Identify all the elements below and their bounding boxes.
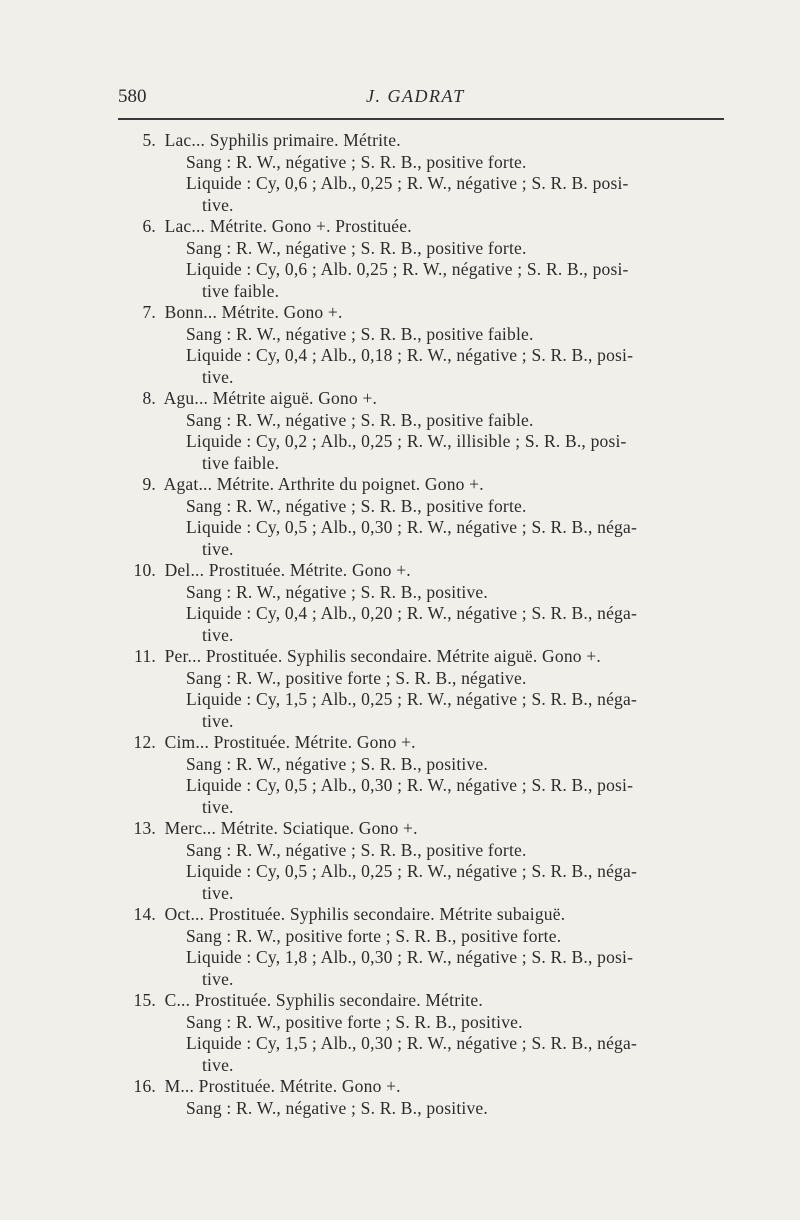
case-title-line xyxy=(118,302,710,324)
case-number: 9. xyxy=(142,474,156,494)
liquide-continuation: tive. xyxy=(202,194,234,215)
case-number: 12. xyxy=(133,732,156,752)
case-title: Oct... Prostituée. Syphilis secondaire. Métrite subaiguë. xyxy=(164,904,566,924)
liquide-continuation: tive. xyxy=(202,624,234,645)
sang-line: Sang : R. W., négative ; S. R. B., positive. xyxy=(186,753,488,774)
liquide-continuation: tive faible. xyxy=(202,452,280,473)
sang-line: Sang : R. W., négative ; S. R. B., positive faible. xyxy=(186,409,534,430)
liquide-line: Liquide : Cy, 0,2 ; Alb., 0,25 ; R. W., illisible ; S. R. B., posi- xyxy=(186,431,627,451)
sang-line: Sang : R. W., négative ; S. R. B., positive forte. xyxy=(186,151,527,172)
case-number: 6. xyxy=(142,216,156,236)
case-title-line xyxy=(118,474,710,496)
case-number: 13. xyxy=(133,818,156,838)
case-title-line xyxy=(118,818,710,840)
case-title: Merc... Métrite. Sciatique. Gono +. xyxy=(164,818,418,838)
case-number: 5. xyxy=(142,130,156,150)
case-entry xyxy=(118,302,710,388)
liquide-continuation: tive. xyxy=(202,710,234,731)
liquide-continuation: tive. xyxy=(202,1054,234,1075)
liquide-continuation: tive. xyxy=(202,538,234,559)
sang-line: Sang : R. W., négative ; S. R. B., positive. xyxy=(186,581,488,602)
case-entry xyxy=(118,818,710,904)
case-entry xyxy=(118,990,710,1076)
case-title: Lac... Syphilis primaire. Métrite. xyxy=(164,130,401,150)
case-number: 15. xyxy=(133,990,156,1010)
sang-line: Sang : R. W., négative ; S. R. B., positive. xyxy=(186,1097,488,1118)
liquide-line: Liquide : Cy, 0,5 ; Alb., 0,30 ; R. W., négative ; S. R. B., posi- xyxy=(186,775,634,795)
case-title-line xyxy=(118,130,710,152)
case-entry xyxy=(118,560,710,646)
case-entry xyxy=(118,130,710,216)
case-title: M... Prostituée. Métrite. Gono +. xyxy=(164,1076,401,1096)
liquide-continuation: tive. xyxy=(202,796,234,817)
sang-line: Sang : R. W., positive forte ; S. R. B., positive forte. xyxy=(186,925,562,946)
liquide-continuation: tive. xyxy=(202,366,234,387)
liquide-continuation: tive faible. xyxy=(202,280,280,301)
case-title-line xyxy=(118,904,710,926)
case-number: 10. xyxy=(133,560,156,580)
case-title-line xyxy=(118,990,710,1012)
liquide-line: Liquide : Cy, 1,5 ; Alb., 0,30 ; R. W., négative ; S. R. B., néga- xyxy=(186,1033,638,1053)
case-title-line xyxy=(118,1076,710,1098)
page-number: 580 xyxy=(118,86,147,107)
liquide-line: Liquide : Cy, 0,5 ; Alb., 0,30 ; R. W., négative ; S. R. B., néga- xyxy=(186,517,638,537)
case-title: Agu... Métrite aiguë. Gono +. xyxy=(163,388,378,408)
case-title: Cim... Prostituée. Métrite. Gono +. xyxy=(164,732,416,752)
case-title: Agat... Métrite. Arthrite du poignet. Gono +. xyxy=(163,474,484,494)
sang-line: Sang : R. W., négative ; S. R. B., positive forte. xyxy=(186,495,527,516)
case-entry xyxy=(118,474,710,560)
case-title: Per... Prostituée. Syphilis secondaire. Métrite aiguë. Gono +. xyxy=(164,646,601,666)
case-entry xyxy=(118,216,710,302)
sang-line: Sang : R. W., négative ; S. R. B., positive forte. xyxy=(186,839,527,860)
case-list xyxy=(118,130,710,1119)
case-number: 16. xyxy=(133,1076,156,1096)
case-number: 8. xyxy=(142,388,156,408)
case-title: Bonn... Métrite. Gono +. xyxy=(164,302,343,322)
case-entry xyxy=(118,646,710,732)
case-entry xyxy=(118,1076,710,1119)
case-title-line xyxy=(118,646,710,668)
page-header xyxy=(118,86,724,110)
case-entry xyxy=(118,388,710,474)
liquide-line: Liquide : Cy, 0,6 ; Alb., 0,25 ; R. W., négative ; S. R. B. posi- xyxy=(186,173,629,193)
liquide-continuation: tive. xyxy=(202,968,234,989)
liquide-continuation: tive. xyxy=(202,882,234,903)
liquide-line: Liquide : Cy, 1,8 ; Alb., 0,30 ; R. W., négative ; S. R. B., posi- xyxy=(186,947,634,967)
case-number: 11. xyxy=(134,646,156,666)
sang-line: Sang : R. W., positive forte ; S. R. B., négative. xyxy=(186,667,527,688)
case-title-line xyxy=(118,216,710,238)
case-title: Del... Prostituée. Métrite. Gono +. xyxy=(164,560,411,580)
case-entry xyxy=(118,904,710,990)
running-title: J. GADRAT xyxy=(366,86,465,106)
liquide-line: Liquide : Cy, 1,5 ; Alb., 0,25 ; R. W., négative ; S. R. B., néga- xyxy=(186,689,638,709)
liquide-line: Liquide : Cy, 0,5 ; Alb., 0,25 ; R. W., négative ; S. R. B., néga- xyxy=(186,861,638,881)
case-number: 14. xyxy=(133,904,156,924)
header-rule xyxy=(118,118,724,120)
case-number: 7. xyxy=(142,302,156,322)
liquide-line: Liquide : Cy, 0,4 ; Alb., 0,18 ; R. W., négative ; S. R. B., posi- xyxy=(186,345,634,365)
liquide-line: Liquide : Cy, 0,6 ; Alb. 0,25 ; R. W., négative ; S. R. B., posi- xyxy=(186,259,629,279)
sang-line: Sang : R. W., positive forte ; S. R. B., positive. xyxy=(186,1011,523,1032)
sang-line: Sang : R. W., négative ; S. R. B., positive faible. xyxy=(186,323,534,344)
sang-line: Sang : R. W., négative ; S. R. B., positive forte. xyxy=(186,237,527,258)
case-title: C... Prostituée. Syphilis secondaire. Métrite. xyxy=(164,990,483,1010)
case-title-line xyxy=(118,388,710,410)
case-title-line xyxy=(118,732,710,754)
case-title: Lac... Métrite. Gono +. Prostituée. xyxy=(164,216,412,236)
liquide-line: Liquide : Cy, 0,4 ; Alb., 0,20 ; R. W., négative ; S. R. B., néga- xyxy=(186,603,638,623)
case-entry xyxy=(118,732,710,818)
case-title-line xyxy=(118,560,710,582)
